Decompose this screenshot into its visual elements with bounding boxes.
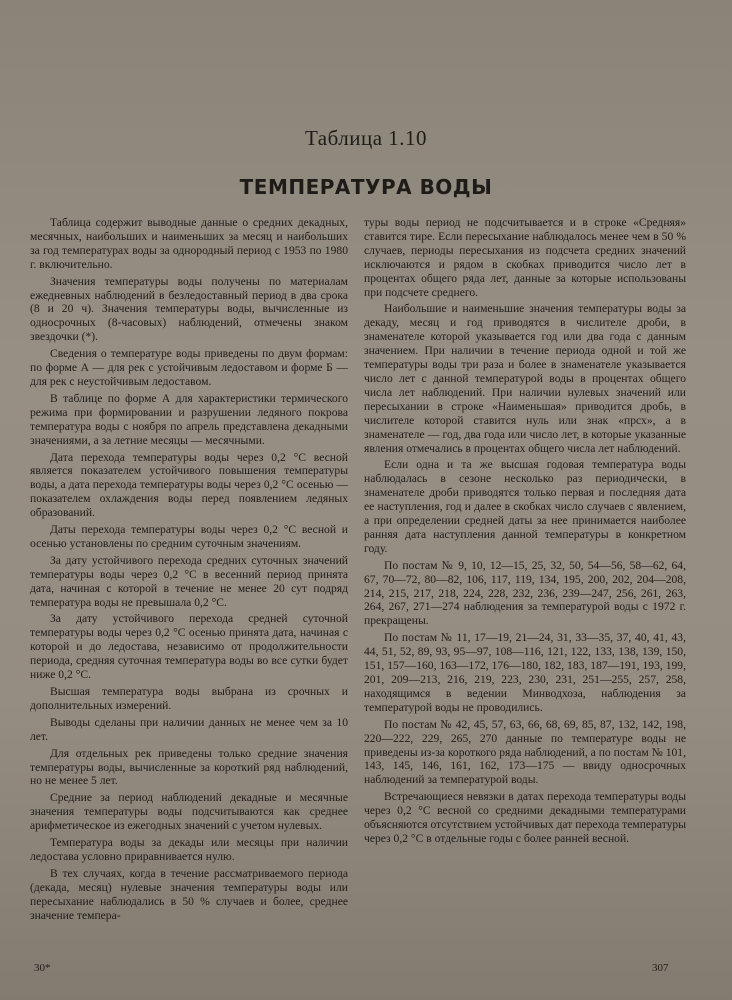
paragraph: Выводы сделаны при наличии данных не менее чем за 10 лет.	[30, 715, 348, 743]
paragraph: туры воды период не подсчитывается и в строке «Средняя» ставится тире. Если пересыхание наблюдалось менее чем в 50 % случаев, периоды пересыхания из подсчета средних значений исключаются и рядом в скобках приводится число лет в процентах общего ряда лет, данные за которые использованы при подсчете среднего.	[364, 216, 686, 299]
paragraph: Значения температуры воды получены по материалам ежедневных наблюдений в безледоставный период в два срока (8 и 20 ч). Значения температуры воды, вычисленные из односрочных (8-часовых) наблюдений, отмечены знаком звездочки (*).	[30, 274, 348, 344]
right-column	[364, 216, 686, 849]
paragraph: Температура воды за декады или месяцы при наличии ледостава условно приравнивается нулю.	[30, 836, 348, 863]
paragraph: По постам № 42, 45, 57, 63, 66, 68, 69, 85, 87, 132, 142, 198, 220—222, 229, 265, 270 данные по температуре воды не приведены из-за короткого ряда наблюдений, а по постам № 101, 143, 145, 146, 161, 162, 173—175 — ввиду односрочных наблюдений за температурой воды.	[364, 717, 686, 787]
paragraph: Средние за период наблюдений декадные и месячные значения температуры воды подсчитываются как среднее арифметическое из ежегодных значений с учетом нулевых.	[30, 791, 348, 833]
paragraph: За дату устойчивого перехода средней суточной температуры воды через 0,2 °С осенью принята дата, начиная с которой и до ледостава, независимо от продолжительности периода, средняя суточная температура воды во все сутки будет ниже 0,2 °С.	[30, 612, 348, 682]
paragraph: Дата перехода температуры воды через 0,2 °С весной является показателем устойчивого повышения температуры воды, а дата перехода температуры воды через 0,2 °С осенью — показателем охлаждения воды перед появлением ледяных образований.	[30, 450, 348, 520]
table-number: Таблица 1.10	[304, 126, 428, 150]
page-title: ТЕМПЕРАТУРА ВОДЫ	[239, 175, 493, 199]
paragraph: Встречающиеся невязки в датах перехода температуры воды через 0,2 °С весной со средними декадными температурами объясняются отсутствием устойчивых дат перехода температуры через 0,2 °С в отдельные годы с более ранней весной.	[364, 790, 686, 845]
page-number: 307	[652, 962, 669, 974]
paragraph: По постам № 11, 17—19, 21—24, 31, 33—35, 37, 40, 41, 43, 44, 51, 52, 89, 93, 95—97, 108—116, 121, 122, 133, 138, 139, 150, 151, 157—160, 163—172, 176—180, 182, 183, 187—191, 193, 199, 201, 209—213, 216, 219, 223, 230, 231, 251—255, 257, 258, находящимся в ведении Минводхоза, наблюдения за температурой воды не проводились.	[364, 631, 686, 714]
paragraph: Высшая температура воды выбрана из срочных и дополнительных измерений.	[30, 685, 348, 712]
paragraph: Если одна и та же высшая годовая температура воды наблюдалась в сезоне несколько раз периодически, в знаменателе дроби приводятся только первая и последняя дата ее наступления, год и далее в скобках число случаев с явлением, а при определении средней даты за нее принимается наиболее ранняя дата наступления данной температуры в конкретном году.	[364, 458, 686, 555]
paragraph: Сведения о температуре воды приведены по двум формам: по форме А — для рек с устойчивым ледоставом и форме Б — для рек с неустойчивым ледоставом.	[30, 347, 348, 388]
paragraph: По постам № 9, 10, 12—15, 25, 32, 50, 54—56, 58—62, 64, 67, 70—72, 80—82, 106, 117, 119, 134, 195, 200, 202, 204—208, 214, 215, 217, 218, 224, 228, 232, 236, 239—247, 256, 261, 263, 264, 267, 271—274 наблюдения за температурой воды с 1972 г. прекращены.	[364, 558, 686, 628]
signature-mark: 30*	[34, 962, 51, 974]
paragraph: Даты перехода температуры воды через 0,2 °С весной и осенью установлены по средним суточным значениям.	[30, 523, 348, 550]
paragraph: За дату устойчивого перехода средних суточных значений температуры воды через 0,2 °С в весенний период принята дата, начиная с которой в течение не менее 20 сут подряд температура воды не превышала 0,2 °С.	[30, 553, 348, 609]
paragraph: В тех случаях, когда в течение рассматриваемого периода (декада, месяц) нулевые значения температуры воды или пересыхание наблюдались в 50 % случаев и более, среднее значение темпера-	[30, 866, 348, 922]
paragraph: В таблице по форме А для характеристики термического режима при формировании и разрушении ледяного покрова температура воды с ноября по апрель представлена декадными значениями, а за летние месяцы — месячными.	[30, 391, 348, 447]
paragraph: Таблица содержит выводные данные о средних декадных, месячных, наибольших и наименьших за месяц и наибольших за год температурах воды за однородный период с 1953 по 1980 г. включительно.	[30, 216, 348, 271]
paragraph: Для отдельных рек приведены только средние значения температуры воды, вычисленные за короткий ряд наблюдений, но не менее 5 лет.	[30, 746, 348, 788]
left-column	[30, 216, 348, 926]
paragraph: Наибольшие и наименьшие значения температуры воды за декаду, месяц и год приводятся в числителе дроби, в знаменателе которой указывается год или два года с данным значением. При наличии в течение периода одной и той же температуры воды три раза и более в знаменателе указывается число лет с данной температурой воды в процентах общего числа лет наблюдений. При наличии нулевых значений или пересыхании в строке «Наименьшая» приводится дробь, в числителе которой ставится нуль или знак «прсх», а в знаменателе — год, два года или число лет, в которые указанные явления отмечались в процентах общего числа лет наблюдений.	[364, 302, 686, 455]
